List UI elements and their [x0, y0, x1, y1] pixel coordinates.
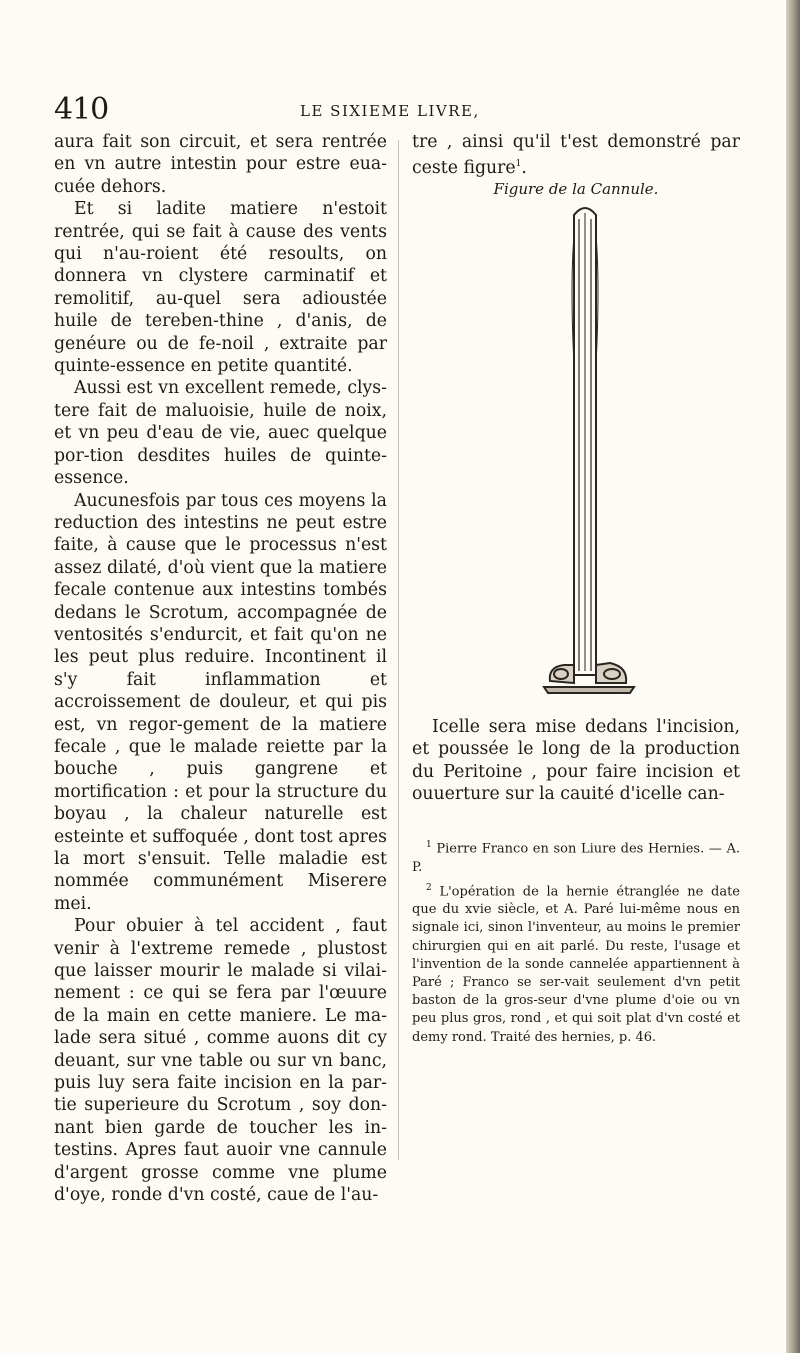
footnote-number: 2 — [426, 882, 432, 893]
paragraph: Aussi est vn excellent remede, clys-tere fait de maluoisie, huile de noix, et vn peu d'eau de vie, auec quelque por-tion desdites huiles de quinte-essence. — [54, 378, 387, 489]
paragraph: Icelle sera mise dedans l'incision, et poussée le long de la production du Peritoine , pour faire incision et ouuerture sur la cauité d'icelle can- — [412, 717, 740, 805]
paragraph-text: tre , ainsi qu'il t'est demonstré par ceste figure — [412, 132, 740, 179]
footnote — [412, 836, 740, 877]
footnote-text: L'opération de la hernie étranglée ne date que du xvie siècle, et A. Paré lui-même nous en signale ici, sinon l'inventeur, au moins le premier chirurgien qui en ait parlé. Du reste, l'usage et l'invention de la sonde cannelée appartiennent à Paré ; Franco se ser-vait seulement d'vn petit baston de la gros-seur d'vne plume d'oie ou vn peu plus gros, rond , et qui soit plat d'vn costé et demy rond. Traité des hernies, p. 46. — [412, 884, 740, 1045]
running-head: LE SIXIEME LIVRE, — [300, 102, 480, 120]
page-header — [54, 92, 754, 132]
page-edge — [786, 0, 800, 1353]
paragraph: Pour obuier à tel accident , faut venir à l'extreme remede , plustost que laisser mourir le malade si vilai-nement : ce qui se fera par l'œuure de la main en cette maniere. Le ma-lade sera situé , comme auons dit cy deuant, sur vne table ou sur vn banc, puis luy sera faite incision en la par-tie superieure du Scrotum , soy don-nant bien garde de toucher les in-testins. Apres faut auoir vne cannule d'argent grosse comme vne plume d'oye, ronde d'vn costé, caue de l'au- — [54, 916, 387, 1206]
paragraph: Et si ladite matiere n'estoit rentrée, qui se fait à cause des vents qui n'au-roient été resoults, on donnera vn clystere carminatif et remolitif, au-quel sera adioustée huile de tereben-thine , d'anis, de genéure ou de fe-noil , extraite par quinte-essence en petite quantité. — [54, 199, 387, 377]
page-number: 410 — [54, 92, 109, 127]
paragraph: aura fait son circuit, et sera rentrée en vn autre intestin pour estre eua-cuée dehors. — [54, 132, 387, 197]
footnote — [412, 879, 740, 1047]
right-column-top — [412, 131, 740, 180]
footnote-number: 1 — [426, 840, 432, 850]
left-column — [54, 131, 387, 1207]
footnote-ref: 1 — [515, 159, 522, 170]
column-divider — [398, 140, 399, 1160]
paragraph: Aucunesfois par tous ces moyens la reduction des intestins ne peut estre faite, à cause que le processus n'est assez dilaté, d'où vient que la matiere fecale contenue aux intestins tombés dedans le Scrotum, accompagnée de ventosités s'endurcit, et fait qu'on ne les peut plus reduire. Incontinent il s'y fait inflammation et accroissement de douleur, et qui pis est, vn regor-gement de la matiere fecale , que le malade reiette par la bouche , puis gangrene et mortification : et pour la structure du boyau , la chaleur naturelle est esteinte et suffoquée , dont tost apres la mort s'ensuit. Telle maladie est nommée communément Miserere mei. — [54, 490, 387, 914]
paragraph — [412, 131, 740, 180]
figure-caption: Figure de la Cannule. — [493, 180, 659, 198]
footnote-text: Pierre Franco en son Liure des Hernies. — A. P. — [412, 841, 740, 875]
paragraph-after-figure — [412, 716, 740, 806]
paragraph-text-end: . — [521, 158, 527, 179]
cannula-figure — [530, 205, 640, 705]
footnotes — [412, 836, 740, 1049]
